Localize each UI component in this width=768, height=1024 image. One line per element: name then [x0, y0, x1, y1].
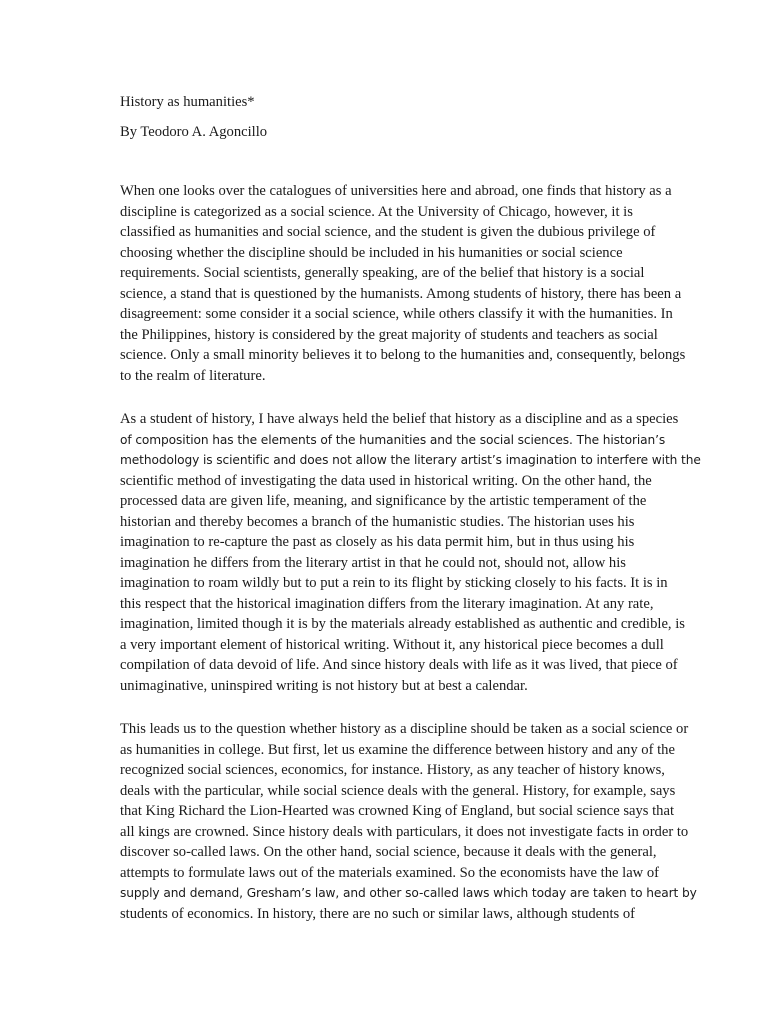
- text-line: methodology is scientific and does not allow the literary artist’s imagination to interfere with the: [120, 453, 701, 467]
- text-line: a very important element of historical writing. Without it, any historical piece becomes a dull: [120, 636, 664, 653]
- text-line: disagreement: some consider it a social science, while others classify it with the humanities. In: [120, 306, 673, 322]
- text-line: This leads us to the question whether history as a discipline should be taken as a social science or: [120, 721, 689, 737]
- text-line: historian and thereby becomes a branch of the humanistic studies. The historian uses his: [120, 513, 635, 530]
- text-line: compilation of data devoid of life. And since history deals with life as it was lived, that piece of: [120, 657, 678, 673]
- document-author: By Teodoro A. Agoncillo: [120, 124, 268, 140]
- text-line: imagination to re-capture the past as closely as his data permit him, but in thus using his: [120, 534, 635, 550]
- text-line: imagination he differs from the literary artist in that he could not, should not, allow his: [120, 554, 626, 571]
- text-line: deals with the particular, while social science deals with the general. History, for example, says: [120, 782, 676, 799]
- text-line: all kings are crowned. Since history deals with particulars, it does not investigate facts in order to: [120, 823, 689, 840]
- text-line: processed data are given life, meaning, and significance by the artistic temperament of the: [120, 493, 647, 509]
- text-line: attempts to formulate laws out of the materials examined. So the economists have the law of: [120, 864, 660, 881]
- text-line: When one looks over the catalogues of universities here and abroad, one finds that history as a: [120, 183, 672, 199]
- text-line: this respect that the historical imagination differs from the literary imagination. At any rate,: [120, 595, 654, 612]
- text-line: as humanities in college. But first, let us examine the difference between history and any of the: [120, 741, 675, 758]
- text-line: imagination to roam wildly but to put a rein to its flight by sticking closely to his facts. It is in: [120, 575, 668, 591]
- text-line: choosing whether the discipline should be included in his humanities or social science: [120, 244, 623, 261]
- text-line: discover so-called laws. On the other hand, social science, because it deals with the general,: [120, 844, 657, 860]
- text-line: science, a stand that is questioned by the humanists. Among students of history, there has been a: [120, 285, 682, 302]
- text-line: science. Only a small minority believes it to belong to the humanities and, consequently, belongs: [120, 347, 686, 363]
- text-line: the Philippines, history is considered by the great majority of students and teachers as social: [120, 326, 658, 343]
- text-line: recognized social sciences, economics, for instance. History, as any teacher of history knows,: [120, 762, 665, 778]
- text-line: scientific method of investigating the data used in historical writing. On the other hand, the: [120, 472, 652, 489]
- paragraph-2: [120, 409, 701, 696]
- text-line: classified as humanities and social science, and the student is given the dubious privilege of: [120, 224, 656, 240]
- text-line: supply and demand, Gresham’s law, and other so-called laws which today are taken to heart by: [120, 886, 697, 900]
- text-line: unimaginative, uninspired writing is not history but at best a calendar.: [120, 677, 528, 694]
- text-line: discipline is categorized as a social science. At the University of Chicago, however, it is: [120, 203, 633, 220]
- paragraph-3: [120, 719, 697, 924]
- document-title: History as humanities*: [120, 94, 255, 110]
- text-line: to the realm of literature.: [120, 367, 266, 384]
- text-line: that King Richard the Lion-Hearted was crowned King of England, but social science says that: [120, 803, 674, 819]
- text-line: requirements. Social scientists, generally speaking, are of the belief that history is a social: [120, 265, 645, 281]
- paragraph-1: [120, 181, 686, 386]
- text-line: of composition has the elements of the humanities and the social sciences. The historian’s: [120, 432, 666, 447]
- text-line: imagination, limited though it is by the materials already established as authentic and credible, is: [120, 616, 685, 632]
- text-line: students of economics. In history, there are no such or similar laws, although students of: [120, 905, 635, 922]
- text-line: As a student of history, I have always held the belief that history as a discipline and as a species: [120, 411, 679, 427]
